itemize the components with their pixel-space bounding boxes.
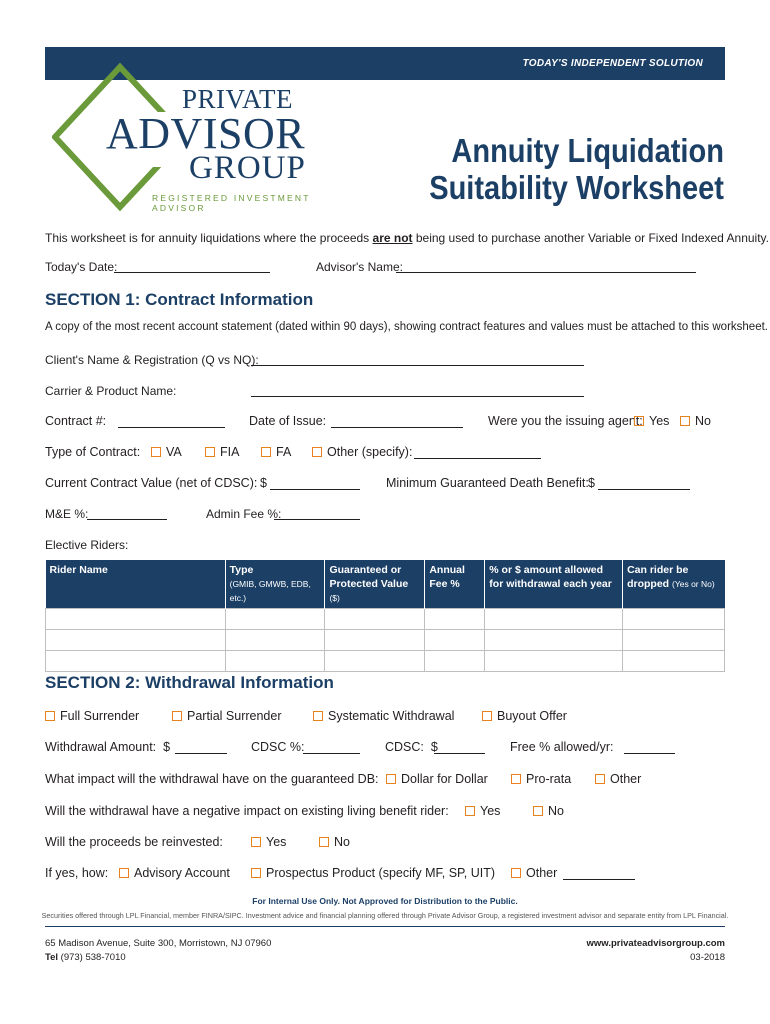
pro-rata-option[interactable]: Pro-rata: [511, 772, 571, 786]
table-cell[interactable]: [485, 630, 623, 651]
systematic-withdrawal-option[interactable]: Systematic Withdrawal: [313, 709, 454, 723]
death-benefit-dollar: $: [588, 476, 595, 490]
reinvest-label: Will the proceeds be reinvested:: [45, 835, 223, 849]
prospectus-product-option[interactable]: Prospectus Product (specify MF, SP, UIT): [251, 866, 495, 880]
checkbox-icon: [533, 806, 543, 816]
free-allowed-label: Free % allowed/yr:: [510, 740, 614, 754]
contract-value-label: Current Contract Value (net of CDSC):: [45, 476, 258, 490]
type-other-option[interactable]: Other (specify):: [312, 445, 412, 459]
table-cell[interactable]: [623, 609, 725, 630]
footer-website: www.privateadvisorgroup.com 03-2018: [586, 938, 725, 963]
contract-value-dollar: $: [260, 476, 267, 490]
checkbox-icon: [261, 447, 271, 457]
section1-heading: SECTION 1: Contract Information: [45, 290, 314, 309]
type-fia-option[interactable]: FIA: [205, 445, 239, 459]
death-benefit-label: Minimum Guaranteed Death Benefit:: [386, 476, 589, 490]
cdsc-field[interactable]: [434, 753, 485, 754]
negative-impact-label: Will the withdrawal have a negative impact on existing living benefit rider:: [45, 804, 449, 818]
partial-surrender-option[interactable]: Partial Surrender: [172, 709, 282, 723]
internal-use-notice: For Internal Use Only. Not Approved for Distribution to the Public.: [252, 896, 518, 906]
contract-number-label: Contract #:: [45, 414, 107, 428]
death-benefit-field[interactable]: [598, 489, 690, 490]
table-cell[interactable]: [46, 630, 226, 651]
type-other-field[interactable]: [414, 458, 541, 459]
issuing-agent-label: Were you the issuing agent:: [488, 414, 643, 428]
client-name-field[interactable]: [251, 365, 584, 366]
withdrawal-amount-field[interactable]: [175, 753, 227, 754]
table-cell[interactable]: [325, 609, 425, 630]
section1-note: A copy of the most recent account statement (dated within 90 days), showing contract features and values must be attached to this worksheet.: [45, 321, 768, 333]
todays-date-label: Today's Date:: [45, 260, 118, 274]
checkbox-icon: [119, 868, 129, 878]
table-cell[interactable]: [46, 651, 226, 672]
checkbox-icon: [680, 416, 690, 426]
checkbox-icon: [151, 447, 161, 457]
checkbox-icon: [45, 711, 55, 721]
me-field[interactable]: [87, 519, 167, 520]
section2-heading: SECTION 2: Withdrawal Information: [45, 673, 334, 692]
admin-fee-field[interactable]: [274, 519, 360, 520]
carrier-field[interactable]: [251, 396, 584, 397]
contract-value-field[interactable]: [270, 489, 360, 490]
table-cell[interactable]: [425, 609, 485, 630]
table-cell[interactable]: [225, 651, 325, 672]
logo-text-advisor: ADVISOR: [106, 109, 306, 158]
checkbox-icon: [172, 711, 182, 721]
table-cell[interactable]: [425, 651, 485, 672]
col-rider-name: Rider Name: [46, 560, 226, 609]
checkbox-icon: [482, 711, 492, 721]
buyout-offer-option[interactable]: Buyout Offer: [482, 709, 567, 723]
checkbox-icon: [313, 711, 323, 721]
cdsc-label: CDSC: $: [385, 740, 438, 754]
type-va-option[interactable]: VA: [151, 445, 182, 459]
table-cell[interactable]: [325, 630, 425, 651]
reinvest-yes[interactable]: Yes: [251, 835, 286, 849]
contract-number-field[interactable]: [118, 427, 225, 428]
issue-date-field[interactable]: [331, 427, 463, 428]
impact-other-option[interactable]: Other: [595, 772, 641, 786]
advisor-name-field[interactable]: [396, 272, 696, 273]
cdsc-pct-field[interactable]: [303, 753, 360, 754]
table-cell[interactable]: [485, 651, 623, 672]
logo-text-private: PRIVATE: [182, 84, 294, 114]
admin-fee-label: Admin Fee %:: [206, 507, 282, 521]
negative-impact-no[interactable]: No: [533, 804, 564, 818]
table-row: [46, 609, 725, 630]
riders-table: [45, 560, 725, 672]
table-cell[interactable]: [425, 630, 485, 651]
issuing-agent-no[interactable]: No: [680, 414, 711, 428]
table-row: [46, 651, 725, 672]
how-other-field[interactable]: [563, 879, 635, 880]
table-cell[interactable]: [225, 609, 325, 630]
riders-table-header: [46, 560, 725, 609]
checkbox-icon: [251, 868, 261, 878]
table-cell[interactable]: [623, 651, 725, 672]
checkbox-icon: [634, 416, 644, 426]
cdsc-pct-label: CDSC %:: [251, 740, 305, 754]
logo-text-group: GROUP: [189, 150, 306, 186]
checkbox-icon: [251, 837, 261, 847]
checkbox-icon: [511, 868, 521, 878]
disclosure-text: Securities offered through LPL Financial, member FINRA/SIPC. Investment advice and financial planning offered through Private Advisor Group, a registered investment advisor and separate entity from LPL Financial.: [41, 911, 729, 920]
client-name-label: Client's Name & Registration (Q vs NQ):: [45, 353, 259, 367]
checkbox-icon: [595, 774, 605, 784]
dollar-for-dollar-option[interactable]: Dollar for Dollar: [386, 772, 488, 786]
col-can-drop: Can rider be dropped (Yes or No): [623, 560, 725, 609]
table-cell[interactable]: [225, 630, 325, 651]
issuing-agent-yes[interactable]: Yes: [634, 414, 669, 428]
withdrawal-amount-label: Withdrawal Amount: $: [45, 740, 171, 754]
checkbox-icon: [386, 774, 396, 784]
logo-subtitle: REGISTERED INVESTMENT ADVISOR: [152, 193, 311, 213]
carrier-label: Carrier & Product Name:: [45, 384, 177, 398]
intro-text: This worksheet is for annuity liquidations where the proceeds are not being used to purchase another Variable or Fixed Indexed Annuity.: [45, 231, 769, 245]
contract-type-label: Type of Contract:: [45, 445, 141, 459]
table-row: [46, 630, 725, 651]
table-cell[interactable]: [623, 630, 725, 651]
footer-divider: [45, 926, 725, 927]
impact-db-label: What impact will the withdrawal have on the guaranteed DB:: [45, 772, 379, 786]
col-withdrawal-allowed: % or $ amount allowed for withdrawal each year: [485, 560, 623, 609]
footer-address: 65 Madison Avenue, Suite 300, Morristown, NJ 07960 Tel (973) 538-7010: [45, 938, 272, 963]
table-cell[interactable]: [485, 609, 623, 630]
elective-riders-label: Elective Riders:: [45, 538, 129, 552]
col-guaranteed-value: Guaranteed or Protected Value ($): [325, 560, 425, 609]
checkbox-icon: [465, 806, 475, 816]
me-label: M&E %:: [45, 507, 89, 521]
negative-impact-yes[interactable]: Yes: [465, 804, 500, 818]
table-cell[interactable]: [325, 651, 425, 672]
full-surrender-option[interactable]: Full Surrender: [45, 709, 139, 723]
col-type: Type (GMIB, GMWB, EDB, etc.): [225, 560, 325, 609]
free-allowed-field[interactable]: [624, 753, 675, 754]
document-title: Annuity Liquidation Suitability Worksheet: [429, 132, 724, 206]
col-annual-fee: Annual Fee %: [425, 560, 485, 609]
reinvest-no[interactable]: No: [319, 835, 350, 849]
type-fa-option[interactable]: FA: [261, 445, 291, 459]
how-other-option[interactable]: Other: [511, 866, 557, 880]
table-cell[interactable]: [46, 609, 226, 630]
tagline: TODAY'S INDEPENDENT SOLUTION: [522, 58, 703, 69]
reinvest-how-label: If yes, how:: [45, 866, 109, 880]
issue-date-label: Date of Issue:: [249, 414, 327, 428]
advisory-account-option[interactable]: Advisory Account: [119, 866, 230, 880]
checkbox-icon: [312, 447, 322, 457]
checkbox-icon: [511, 774, 521, 784]
todays-date-field[interactable]: [114, 272, 270, 273]
advisor-name-label: Advisor's Name:: [316, 260, 403, 274]
checkbox-icon: [319, 837, 329, 847]
checkbox-icon: [205, 447, 215, 457]
company-logo: [52, 62, 314, 212]
